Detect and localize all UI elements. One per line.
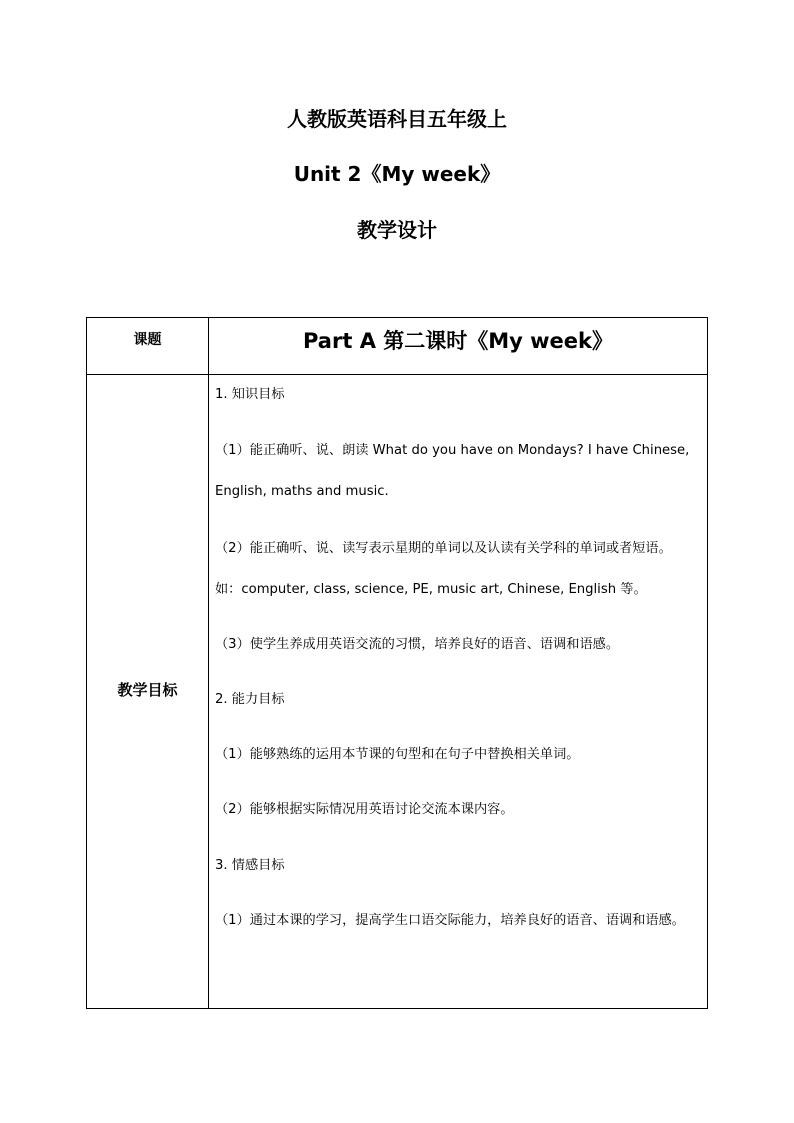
goal-heading-knowledge: 1. 知识目标 xyxy=(215,387,285,402)
goal-line: （1）能够熟练的运用本节课的句型和在句子中替换相关单词。 xyxy=(215,747,580,762)
goal-line: （1）能正确听、说、朗读 What do you have on Mondays? I have Chinese, xyxy=(215,443,690,458)
goal-heading-ability: 2. 能力目标 xyxy=(215,692,285,707)
goal-heading-emotion: 3. 情感目标 xyxy=(215,858,285,873)
goal-line: （2）能够根据实际情况用英语讨论交流本课内容。 xyxy=(215,802,514,817)
goals-label: 教学目标 xyxy=(117,681,178,699)
unit-title: Unit 2《My week》 xyxy=(293,162,501,186)
column-divider xyxy=(208,318,209,1008)
document-subtitle: 教学设计 xyxy=(357,218,437,242)
goal-line: （1）通过本课的学习，提高学生口语交际能力，培养良好的语音、语调和语感。 xyxy=(215,913,685,928)
goal-line: English, maths and music. xyxy=(215,484,389,499)
document-title: 人教版英语科目五年级上 xyxy=(287,107,507,131)
lesson-plan-table xyxy=(86,317,708,1009)
lesson-label: 课题 xyxy=(133,332,162,348)
goal-line: （3）使学生养成用英语交流的习惯，培养良好的语音、语调和语感。 xyxy=(215,637,620,652)
goal-line: 如：computer, class, science, PE, music art, Chinese, English 等。 xyxy=(215,582,647,597)
goal-line: （2）能正确听、说、读写表示星期的单词以及认读有关学科的单词或者短语。 xyxy=(215,541,672,556)
lesson-title: Part A 第二课时《My week》 xyxy=(302,329,614,353)
